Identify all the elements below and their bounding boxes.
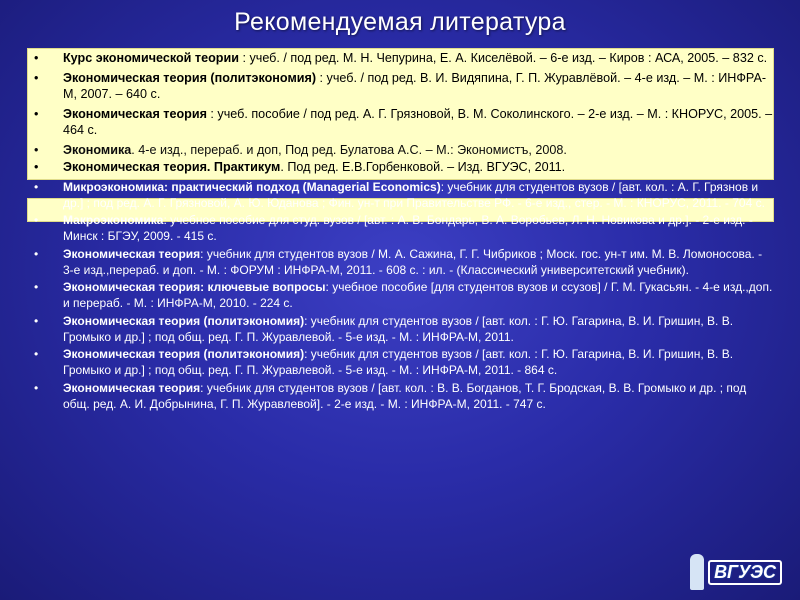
- reference-text: : учебник для студентов вузов / [авт. кол. : В. В. Богданов, Т. Г. Бродская, В. В. Громыко и др. ; под общ. ред. А. И. Добрынина, Г. П. Журавлевой]. - 2-е изд. - М. : ИНФРА-М, 2011. - 747 с.: [63, 380, 747, 411]
- reference-item: [34, 70, 774, 103]
- logo-text: ВГУЭС: [708, 560, 782, 585]
- reference-text: : учебник для студентов вузов / М. А. Сажина, Г. Г. Чибриков ; Моск. гос. ун-т им. М. В. Ломоносова. - 3-е изд.,перераб. и доп. - М. : ФОРУМ : ИНФРА-М, 2011. - 608 с. : ил. - (Классический университетский учебник).: [63, 246, 763, 277]
- reference-item: [34, 279, 774, 311]
- reference-list: [34, 50, 774, 413]
- reference-heading: Макроэкономика: [63, 213, 164, 227]
- reference-heading: Экономическая теория: [63, 380, 201, 395]
- reference-heading: Экономическая теория: [63, 106, 207, 121]
- reference-item: [34, 380, 774, 412]
- reference-item: [34, 313, 774, 345]
- reference-heading: Экономическая теория: [63, 246, 201, 261]
- reference-item: [34, 179, 774, 211]
- reference-heading: Экономическая теория: ключевые вопросы: [63, 280, 326, 294]
- reference-text: . 4-е изд., перераб. и доп, Под ред. Булатова А.С. – М.: Экономистъ, 2008.: [131, 142, 567, 157]
- reference-text: : учебник для студентов вузов / [авт. кол. : А. Г. Грязнов и др.] ; под ред. А. Г. Грязновой, А. Ю. Юданова ; Фин. ун-т при Правительстве РФ. - 6-е изд., стер. - М. : КНОРУС, 2011. - 704 с.: [63, 179, 765, 210]
- university-emblem-icon: [690, 554, 704, 590]
- slide-title: Рекомендуемая литература: [234, 8, 566, 36]
- reference-text: : учеб. / под ред. М. Н. Чепурина, Е. А. Киселёвой. – 6-е изд. – Киров : АСА, 2005. – 832 с.: [238, 51, 768, 65]
- university-logo: [690, 552, 782, 592]
- reference-item: [34, 142, 774, 158]
- reference-text: : учебное пособие [для студентов вузов и ссузов] / Г. М. Гукасьян. - 4-е изд.,доп. и перераб. - М. : ИНФРА-М, 2010. - 224 с.: [63, 280, 773, 310]
- reference-text: : учеб. / под ред. В. И. Видяпина, Г. П. Журавлёвой. – 4-е изд. – М. : ИНФРА-М, 2007. – 640 с.: [63, 70, 767, 101]
- reference-text: . Под ред. Е.В.Горбенковой. – Изд. ВГУЭС, 2011.: [280, 160, 566, 174]
- reference-heading: Микроэкономика: практический подход (Managerial Economics): [63, 179, 441, 194]
- reference-item: [34, 50, 774, 67]
- reference-heading: Экономическая теория. Практикум: [63, 160, 281, 174]
- reference-item: [34, 159, 774, 176]
- reference-item: [34, 346, 774, 378]
- reference-heading: Курс экономической теории: [63, 51, 239, 65]
- reference-heading: Экономическая теория (политэкономия): [63, 347, 305, 361]
- reference-item: [34, 246, 774, 278]
- reference-text: : учебное пособие для студ. вузов / [авт. : А. В. Бондарь, В. А. Воробьев, Л. Н. Новикова и др.]. - 2-е изд. - Минск : БГЭУ, 2009. - 415 с.: [63, 213, 753, 243]
- reference-heading: Экономическая теория (политэкономия): [63, 313, 305, 328]
- reference-text: : учебник для студентов вузов / [авт. кол. : Г. Ю. Гагарина, В. И. Гришин, В. В. Громыко и др.] ; под общ. ред. Г. П. Журавлевой. - 5-е изд. - М. : ИНФРА-М, 2011. - 864 с.: [63, 347, 734, 377]
- reference-heading: Экономическая теория (политэкономия): [63, 70, 317, 85]
- reference-text: : учебник для студентов вузов / [авт. кол. : Г. Ю. Гагарина, В. И. Гришин, В. В. Громыко и др.] ; под общ. ред. Г. П. Журавлевой. - 5-е изд. - М. : ИНФРА-М, 2011.: [63, 313, 734, 344]
- reference-item: [34, 106, 774, 139]
- reference-heading: Экономика: [63, 142, 132, 157]
- reference-item: [34, 212, 774, 244]
- reference-text: : учеб. пособие / под ред. А. Г. Грязновой, В. М. Соколинского. – 2-е изд. – М. : КНОРУС, 2005. – 464 с.: [63, 106, 773, 137]
